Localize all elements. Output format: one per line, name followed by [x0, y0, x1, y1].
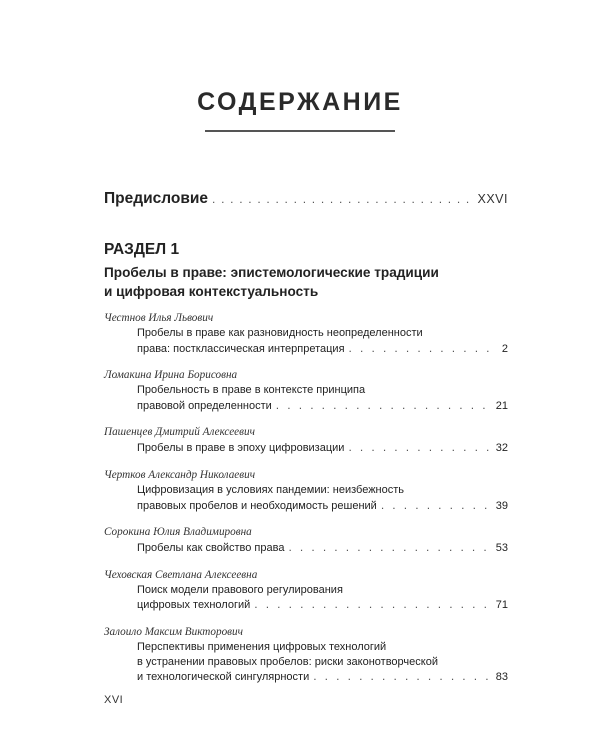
dot-leader [276, 398, 492, 413]
entry-page: 32 [495, 442, 508, 455]
entry-last-line [137, 398, 508, 414]
entry-page: 53 [495, 542, 508, 555]
entry-line: правовых пробелов и необходимость решений [137, 499, 377, 512]
entry-page: 2 [501, 342, 508, 355]
entry-line: и технологической сингулярности [137, 671, 310, 684]
entry-author: Пашенцев Дмитрий Алексеевич [104, 426, 255, 439]
entry-author: Честнов Илья Львович [104, 312, 214, 324]
dot-leader [313, 669, 492, 684]
toc-entry[interactable] [104, 425, 508, 456]
title-rule [205, 130, 395, 132]
entry-line: Пробелы как свойство права [137, 542, 285, 555]
entry-line: правовой определенности [137, 399, 272, 412]
entry-line: Цифровизация в условиях пандемии: неизбежность [137, 483, 405, 496]
entry-page: 71 [495, 599, 508, 612]
entry-work [104, 383, 508, 413]
entry-page: 83 [495, 671, 508, 684]
toc-entry[interactable] [104, 368, 508, 413]
section-title [104, 263, 504, 301]
page-number: XVI [104, 694, 124, 706]
entry-author: Чеховская Светлана Алексеевна [104, 568, 258, 581]
entry-line: Пробельность в праве в контексте принципа [137, 384, 366, 397]
entry-line: Поиск модели правового регулирования [137, 583, 343, 596]
entry-work [104, 640, 508, 685]
preface-page: XXVI [477, 192, 508, 206]
entry-line: Перспективы применения цифровых технологий [137, 640, 387, 653]
section-title-line: и цифровая контекстуальность [104, 284, 319, 299]
entry-line: права: постклассическая интерпретация [137, 342, 345, 355]
entry-author: Сорокина Юлия Владимировна [104, 526, 252, 539]
entry-work [104, 326, 508, 356]
page-title: СОДЕРЖАНИЕ [197, 88, 403, 116]
dot-leader [254, 597, 492, 612]
entry-line: в устранении правовых пробелов: риски законотворческой [137, 655, 438, 668]
section-label: РАЗДЕЛ 1 [104, 241, 180, 258]
preface-label: Предисловие [104, 190, 209, 207]
entry-line: цифровых технологий [137, 599, 251, 612]
toc-entry[interactable] [104, 525, 508, 556]
entry-last-line [137, 540, 508, 556]
preface-entry[interactable] [104, 190, 508, 208]
dot-leader [349, 341, 498, 356]
dot-leader [348, 440, 491, 455]
entry-work [104, 440, 508, 456]
dot-leader [288, 540, 491, 555]
entry-author: Залоило Максим Викторович [104, 625, 243, 638]
toc-list [104, 311, 508, 697]
entry-author: Чертков Александр Николаевич [104, 468, 256, 481]
section-title-line: Пробелы в праве: эпистемологические традиции [104, 265, 439, 280]
dot-leader [212, 192, 473, 206]
entry-last-line [137, 597, 508, 613]
toc-entry[interactable] [104, 311, 508, 356]
toc-entry[interactable] [104, 568, 508, 613]
dot-leader [381, 498, 492, 513]
entry-author: Ломакина Ирина Борисовна [104, 369, 238, 382]
entry-line: Пробелы в праве как разновидность неопределенности [137, 327, 423, 339]
entry-work [104, 483, 508, 513]
entry-last-line [137, 341, 508, 357]
entry-work [104, 540, 508, 556]
entry-page: 21 [495, 399, 508, 412]
entry-line: Пробелы в праве в эпоху цифровизации [137, 442, 345, 455]
entry-last-line [137, 669, 508, 685]
entry-page: 39 [495, 499, 508, 512]
entry-last-line [137, 440, 508, 456]
entry-last-line [137, 498, 508, 514]
toc-entry[interactable] [104, 625, 508, 685]
entry-work [104, 583, 508, 613]
toc-entry[interactable] [104, 468, 508, 513]
